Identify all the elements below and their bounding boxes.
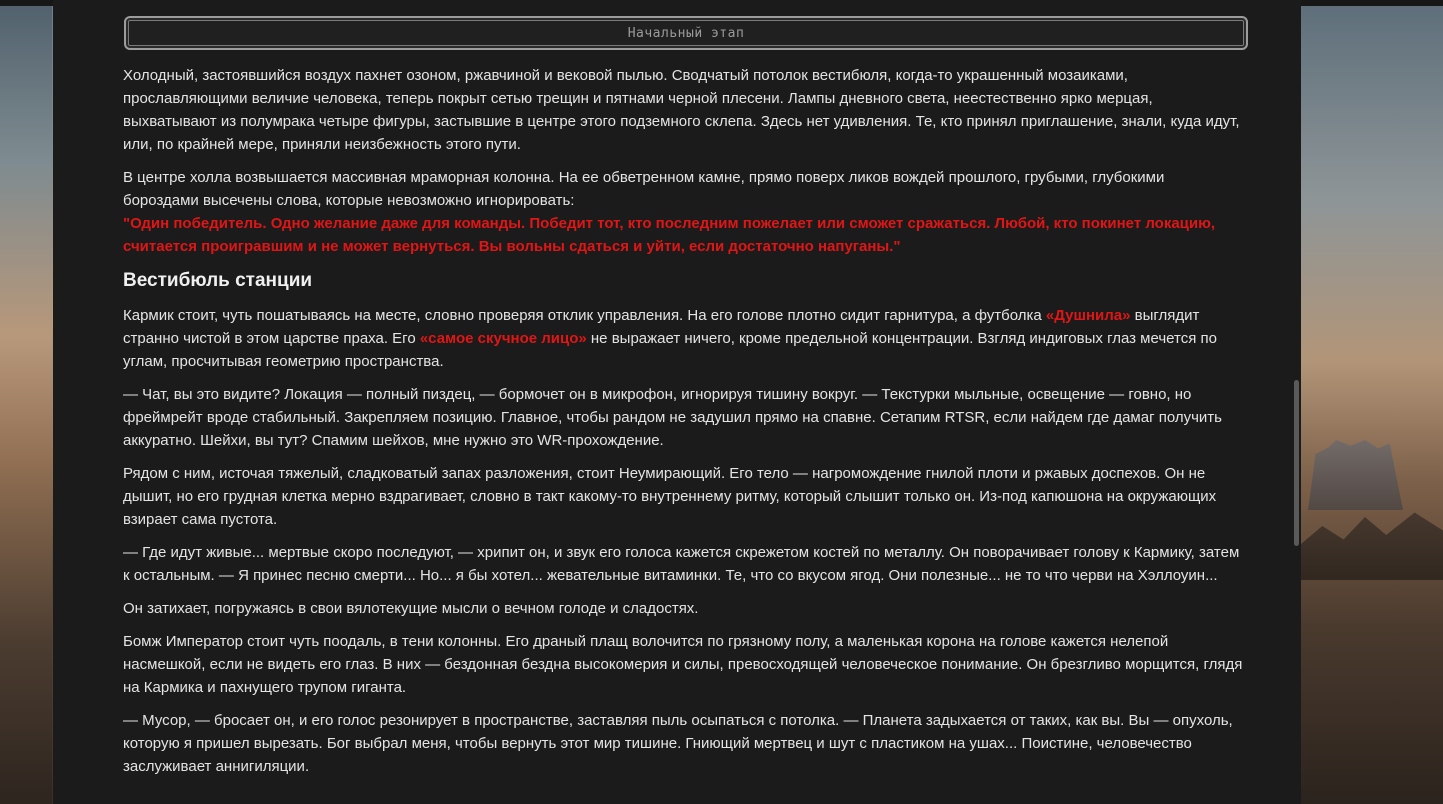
karmik-shirt-highlight: «Душнила» <box>1045 307 1131 324</box>
background-left <box>0 0 52 804</box>
story-paragraph: — Чат, вы это видите? Локация — полный пиздец, — бормочет он в микрофон, игнорируя тишину вокруг. — Текстурки мыльные, освещение — говно, но фреймрейт вроде стабильный. Закрепляем позицию. Главное, чтобы рандом не задушил прямо на спавне. Сетапим RTSR, если найдем где дамаг получить аккуратно. Шейхи, вы тут? Спамим шейхов, мне нужно это WR-прохождение. <box>123 386 1222 449</box>
karmik-text-b: выглядит странно чистой в этом царстве праха. Его <box>123 307 1200 347</box>
story-paragraph: — Где идут живые... мертвые скоро последуют, — хрипит он, и звук его голоса кажется скрежетом костей по металлу. Он поворачивает голову к Кармику, затем к остальным. — Я принес песню смерти... Но... я бы хотел... жевательные витаминки. Те, что со вкусом ягод. Они полезные... не то что черви на Хэллоуин... <box>123 544 1240 584</box>
stage-label: Начальный этап <box>627 25 745 41</box>
story-paragraph: Он затихает, погружаясь в свои вялотекущие мысли о вечном голоде и сладостях. <box>123 600 699 617</box>
column-inscription: "Один победитель. Одно желание даже для команды. Победит тот, кто последним пожелает или сможет сражаться. Любой, кто покинет локацию, считается проигравшим и не может вернуться. Вы вольны сдаться и уйти, если достаточно напуганы." <box>123 215 1216 255</box>
intro-text: В центре холла возвышается массивная мраморная колонна. На ее обветренном камне, прямо поверх ликов вождей прошлого, грубыми, глубокими бороздами высечены слова, которые невозможно игнорировать: <box>123 169 1165 209</box>
intro-paragraph-1: Холодный, застоявшийся воздух пахнет озоном, ржавчиной и вековой пылью. Сводчатый потолок вестибюля, когда-то украшенный мозаиками, прославляющими величие человека, теперь покрыт сетью трещин и пятнами черной плесени. Лампы дневного света, неестественно ярко мерцая, выхватывают из полумрака четыре фигуры, застывшие в центре этого подземного склепа. Здесь нет удивления. Те, кто принял приглашение, знали, куда идут, или, по крайней мере, приняли неизбежность этого пути. <box>123 67 1240 153</box>
story-paragraph: Рядом с ним, источая тяжелый, сладковатый запах разложения, стоит Неумирающий. Его тело — нагромождение гнилой плоти и ржавых доспехов. Он не дышит, но его грудная клетка мерно вздрагивает, словно в такт какому-то внутреннему ритму, который слышит только он. Из-под капюшона на окружающих взирает сама пустота. <box>123 465 1217 528</box>
karmik-text-a: Кармик стоит, чуть пошатываясь на месте, словно проверяя отклик управления. На его голове плотно сидит гарнитура, а футболка <box>123 307 1046 324</box>
scrollbar-thumb[interactable] <box>1294 380 1299 546</box>
intro-paragraph-2 <box>123 166 1243 258</box>
story-content <box>123 64 1243 788</box>
story-panel[interactable] <box>53 0 1301 804</box>
background-mesa <box>1308 440 1403 510</box>
stage-label-box <box>124 16 1248 50</box>
story-paragraph: — Мусор, — бросает он, и его голос резонирует в пространстве, заставляя пыль осыпаться с потолка. — Планета задыхается от таких, как вы. Вы — опухоль, которую я пришел вырезать. Бог выбрал меня, чтобы вернуть этот мир тишине. Гниющий мертвец и шут с пластиком на ушах... Поистине, человечество заслуживает аннигиляции. <box>123 712 1233 775</box>
story-paragraph: Бомж Император стоит чуть поодаль, в тени колонны. Его драный плащ волочится по грязному полу, а маленькая корона на голове кажется нелепой насмешкой, если не видеть его глаз. В них — бездонная бездна высокомерия и силы, превосходящей человеческое понимание. Он брезгливо морщится, глядя на Кармика и пахнущего трупом гиганта. <box>123 633 1243 696</box>
karmik-face-highlight: «самое скучное лицо» <box>419 330 587 347</box>
section-title: Вестибюль станции <box>123 270 313 291</box>
karmik-text-c: не выражает ничего, кроме предельной концентрации. Взгляд индиговых глаз мечется по углам, просчитывая геометрию пространства. <box>123 330 1217 370</box>
background-right <box>1301 0 1443 804</box>
karmik-paragraph <box>123 304 1243 373</box>
